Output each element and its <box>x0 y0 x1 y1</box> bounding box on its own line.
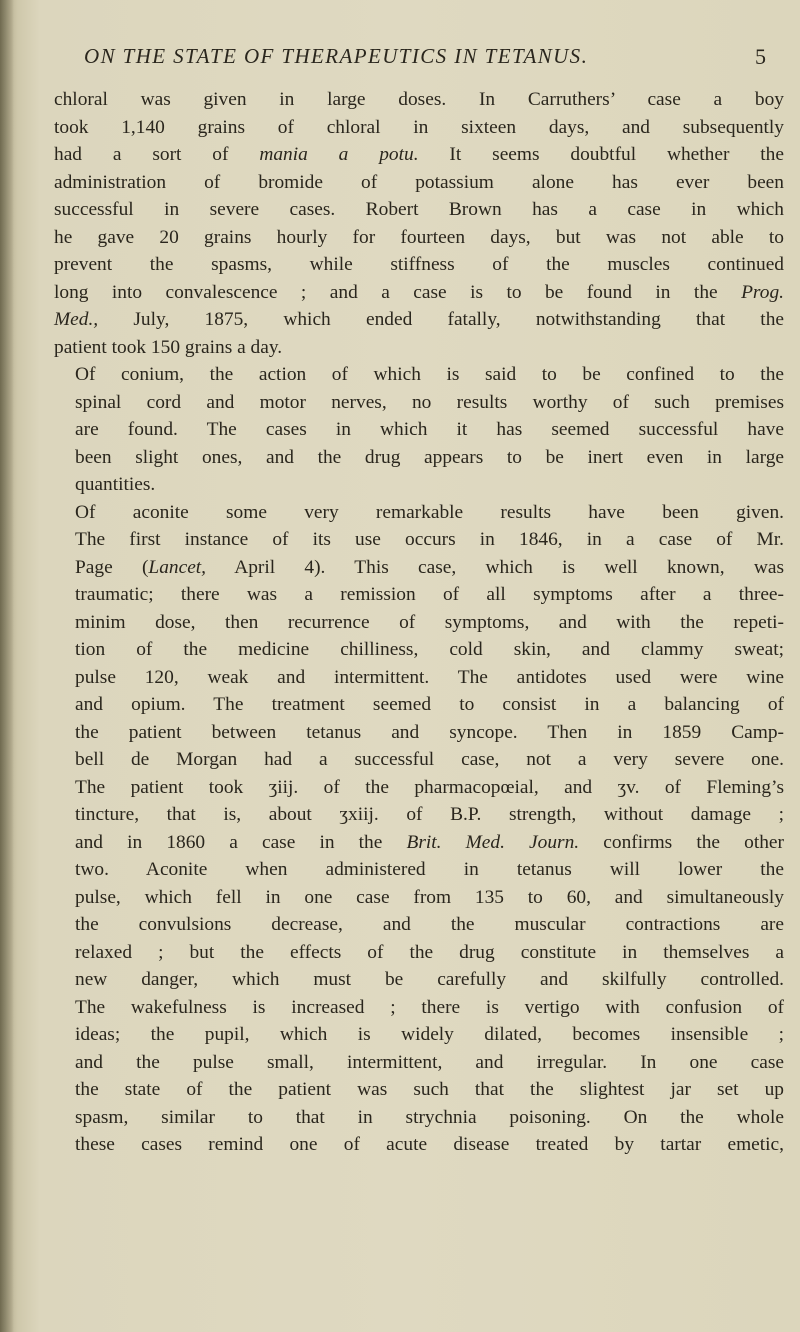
text-segment: The patient took ʒiij. of the pharmacopœial, and ʒv. of Fleming’s <box>75 776 784 798</box>
text-line <box>54 636 784 664</box>
page-header <box>84 44 774 80</box>
text-line <box>54 829 784 857</box>
text-line <box>54 911 784 939</box>
text-segment: It seems doubtful whether the <box>418 144 784 165</box>
text-line <box>54 224 784 252</box>
body-text <box>54 86 784 1159</box>
text-line <box>54 774 784 802</box>
text-segment: had a sort of <box>54 144 260 165</box>
italic-text: mania a potu. <box>259 144 419 165</box>
text-segment: patient took 150 grains a day. <box>54 336 283 358</box>
text-segment: bell de Morgan had a successful case, not a very severe one. <box>75 749 784 770</box>
text-line <box>54 389 784 417</box>
text-segment: the convulsions decrease, and the muscular contractions are <box>75 914 784 935</box>
text-line <box>54 279 784 307</box>
text-segment: are found. The cases in which it has seemed successful have <box>75 419 784 440</box>
text-line <box>54 554 784 582</box>
text-segment: tion of the medicine chilliness, cold skin, and clammy sweat; <box>75 639 784 660</box>
text-segment: Of conium, the action of which is said to be confined to the <box>75 364 784 385</box>
text-segment: and opium. The treatment seemed to consist in a balancing of <box>75 694 784 715</box>
text-segment: took 1,140 grains of chloral in sixteen days, and subsequently <box>54 116 784 138</box>
text-segment: new danger, which must be carefully and skilfully controlled. <box>75 969 784 990</box>
text-line <box>54 664 784 692</box>
italic-text: Prog. <box>741 281 784 303</box>
text-line <box>54 86 784 114</box>
text-segment: traumatic; there was a remission of all symptoms after a three- <box>75 584 784 605</box>
text-line <box>54 114 784 142</box>
text-segment: spinal cord and motor nerves, no results worthy of such premises <box>75 391 784 413</box>
text-line <box>54 719 784 747</box>
text-segment: been slight ones, and the drug appears to be inert even in large <box>75 446 784 468</box>
text-segment: the state of the patient was such that the slightest jar set up <box>75 1079 784 1100</box>
text-line <box>54 1049 784 1077</box>
text-line <box>54 939 784 967</box>
text-segment: ideas; the pupil, which is widely dilated, becomes insensible ; <box>75 1024 784 1045</box>
text-line <box>54 1104 784 1132</box>
text-segment: confirms the other <box>579 831 784 853</box>
text-line <box>54 884 784 912</box>
text-segment: administration of bromide of potassium alone has ever been <box>54 171 784 193</box>
text-segment: quantities. <box>75 474 156 495</box>
text-line <box>54 334 784 362</box>
text-segment: pulse, which fell in one case from 135 to 60, and simultaneously <box>75 886 784 908</box>
text-line <box>54 444 784 472</box>
text-line <box>54 856 784 884</box>
text-line <box>54 499 784 527</box>
text-line <box>54 416 784 444</box>
text-segment: and the pulse small, intermittent, and irregular. In one case <box>75 1051 784 1073</box>
text-line <box>54 1131 784 1159</box>
text-segment: prevent the spasms, while stiffness of the muscles continued <box>54 254 784 275</box>
text-segment: pulse 120, weak and intermittent. The antidotes used were wine <box>75 666 784 688</box>
text-segment: July, 1875, which ended fatally, notwithstanding that the <box>98 309 784 330</box>
text-line <box>54 691 784 719</box>
text-line <box>54 1021 784 1049</box>
text-line <box>54 801 784 829</box>
text-line <box>54 306 784 334</box>
text-line <box>54 251 784 279</box>
text-line <box>54 746 784 774</box>
text-segment: successful in severe cases. Robert Brown has a case in which <box>54 199 784 220</box>
text-segment: these cases remind one of acute disease treated by tartar emetic, <box>75 1134 784 1155</box>
text-line <box>54 361 784 389</box>
text-line <box>54 526 784 554</box>
text-line <box>54 196 784 224</box>
text-segment: he gave 20 grains hourly for fourteen days, but was not able to <box>54 226 784 248</box>
text-segment: two. Aconite when administered in tetanus will lower the <box>75 859 784 880</box>
text-line <box>54 966 784 994</box>
paragraph <box>54 361 784 499</box>
text-line <box>54 141 784 169</box>
page-gutter-shadow <box>0 0 14 1332</box>
text-line <box>54 994 784 1022</box>
text-segment: minim dose, then recurrence of symptoms, and with the repeti- <box>75 611 784 633</box>
text-line <box>54 471 784 499</box>
page-number: 5 <box>755 44 766 69</box>
text-segment: spasm, similar to that in strychnia poisoning. On the whole <box>75 1106 784 1128</box>
italic-text: Lancet, <box>148 556 207 578</box>
text-line <box>54 581 784 609</box>
italic-text: Brit. Med. Journ. <box>406 831 580 853</box>
text-segment: Of aconite some very remarkable results have been given. <box>75 501 784 523</box>
running-head: ON THE STATE OF THERAPEUTICS IN TETANUS. <box>84 44 589 68</box>
paragraph <box>54 499 784 1159</box>
text-segment: tincture, that is, about ʒxiij. of B.P. strength, without damage ; <box>75 804 784 825</box>
text-segment: The wakefulness is increased ; there is vertigo with confusion of <box>75 996 784 1018</box>
text-segment: The first instance of its use occurs in 1846, in a case of Mr. <box>75 529 784 550</box>
italic-text: Med., <box>54 309 99 330</box>
text-segment: relaxed ; but the effects of the drug constitute in themselves a <box>75 941 784 963</box>
text-segment: the patient between tetanus and syncope. Then in 1859 Camp- <box>75 721 784 743</box>
text-line <box>54 609 784 637</box>
text-line <box>54 169 784 197</box>
paragraph <box>54 86 784 361</box>
text-segment: long into convalescence ; and a case is to be found in the <box>54 281 742 303</box>
text-line <box>54 1076 784 1104</box>
text-segment: chloral was given in large doses. In Carruthers’ case a boy <box>54 89 784 110</box>
text-segment: and in 1860 a case in the <box>75 831 407 853</box>
text-segment: April 4). This case, which is well known, was <box>206 556 784 578</box>
text-segment: Page ( <box>75 556 149 578</box>
